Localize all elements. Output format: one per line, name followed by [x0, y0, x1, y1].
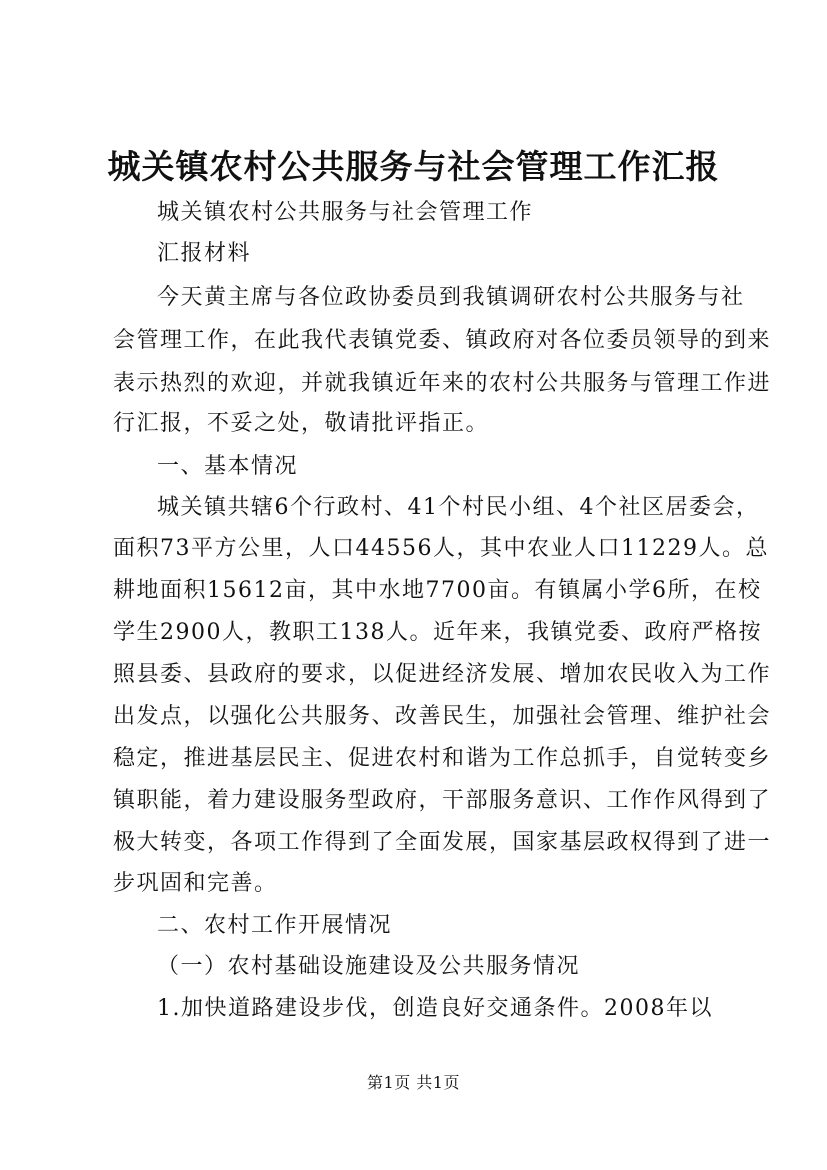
- paragraph-line: 照县委、县政府的要求，以促进经济发展、增加农民收入为工作: [113, 662, 772, 687]
- page-footer: 第1页 共1页: [367, 1073, 460, 1092]
- section-heading: 一、基本情况: [157, 454, 299, 479]
- paragraph-line: 耕地面积15612亩，其中水地7700亩。有镇属小学6所，在校: [113, 578, 762, 603]
- paragraph-line: 极大转变，各项工作得到了全面发展，国家基层政权得到了进一: [113, 830, 772, 855]
- section-heading: 二、农村工作开展情况: [157, 913, 393, 938]
- paragraph-line: 表示热烈的欢迎，并就我镇近年来的农村公共服务与管理工作进: [113, 371, 772, 396]
- paragraph-line: 出发点，以强化公共服务、改善民生，加强社会管理、维护社会: [113, 704, 772, 729]
- paragraph-line: 今天黄主席与各位政协委员到我镇调研农村公共服务与社: [157, 285, 745, 310]
- paragraph-line: 面积73平方公里，人口44556人，其中农业人口11229人。总: [113, 536, 769, 561]
- paragraph-line: 步巩固和完善。: [113, 871, 278, 896]
- paragraph-line: 城关镇共辖6个行政村、41个村民小组、4个社区居委会，: [157, 495, 760, 520]
- subtitle-line: 汇报材料: [157, 241, 252, 266]
- paragraph-line: 稳定，推进基层民主、促进农村和谐为工作总抓手，自觉转变乡: [113, 746, 772, 771]
- subtitle-line: 城关镇农村公共服务与社会管理工作: [157, 200, 534, 225]
- paragraph-line: 镇职能，着力建设服务型政府，干部服务意识、工作作风得到了: [113, 788, 772, 813]
- document-title: 城关镇农村公共服务与社会管理工作汇报: [107, 147, 720, 186]
- subsection-heading: （一）农村基础设施建设及公共服务情况: [157, 954, 581, 979]
- paragraph-line: 学生2900人，教职工138人。近年来，我镇党委、政府严格按: [113, 620, 762, 645]
- paragraph-line: 1.加快道路建设步伐，创造良好交通条件。2008年以: [157, 996, 713, 1021]
- paragraph-line: 行汇报，不妥之处，敬请批评指正。: [113, 411, 490, 436]
- paragraph-line: 会管理工作，在此我代表镇党委、镇政府对各位委员领导的到来: [113, 328, 772, 353]
